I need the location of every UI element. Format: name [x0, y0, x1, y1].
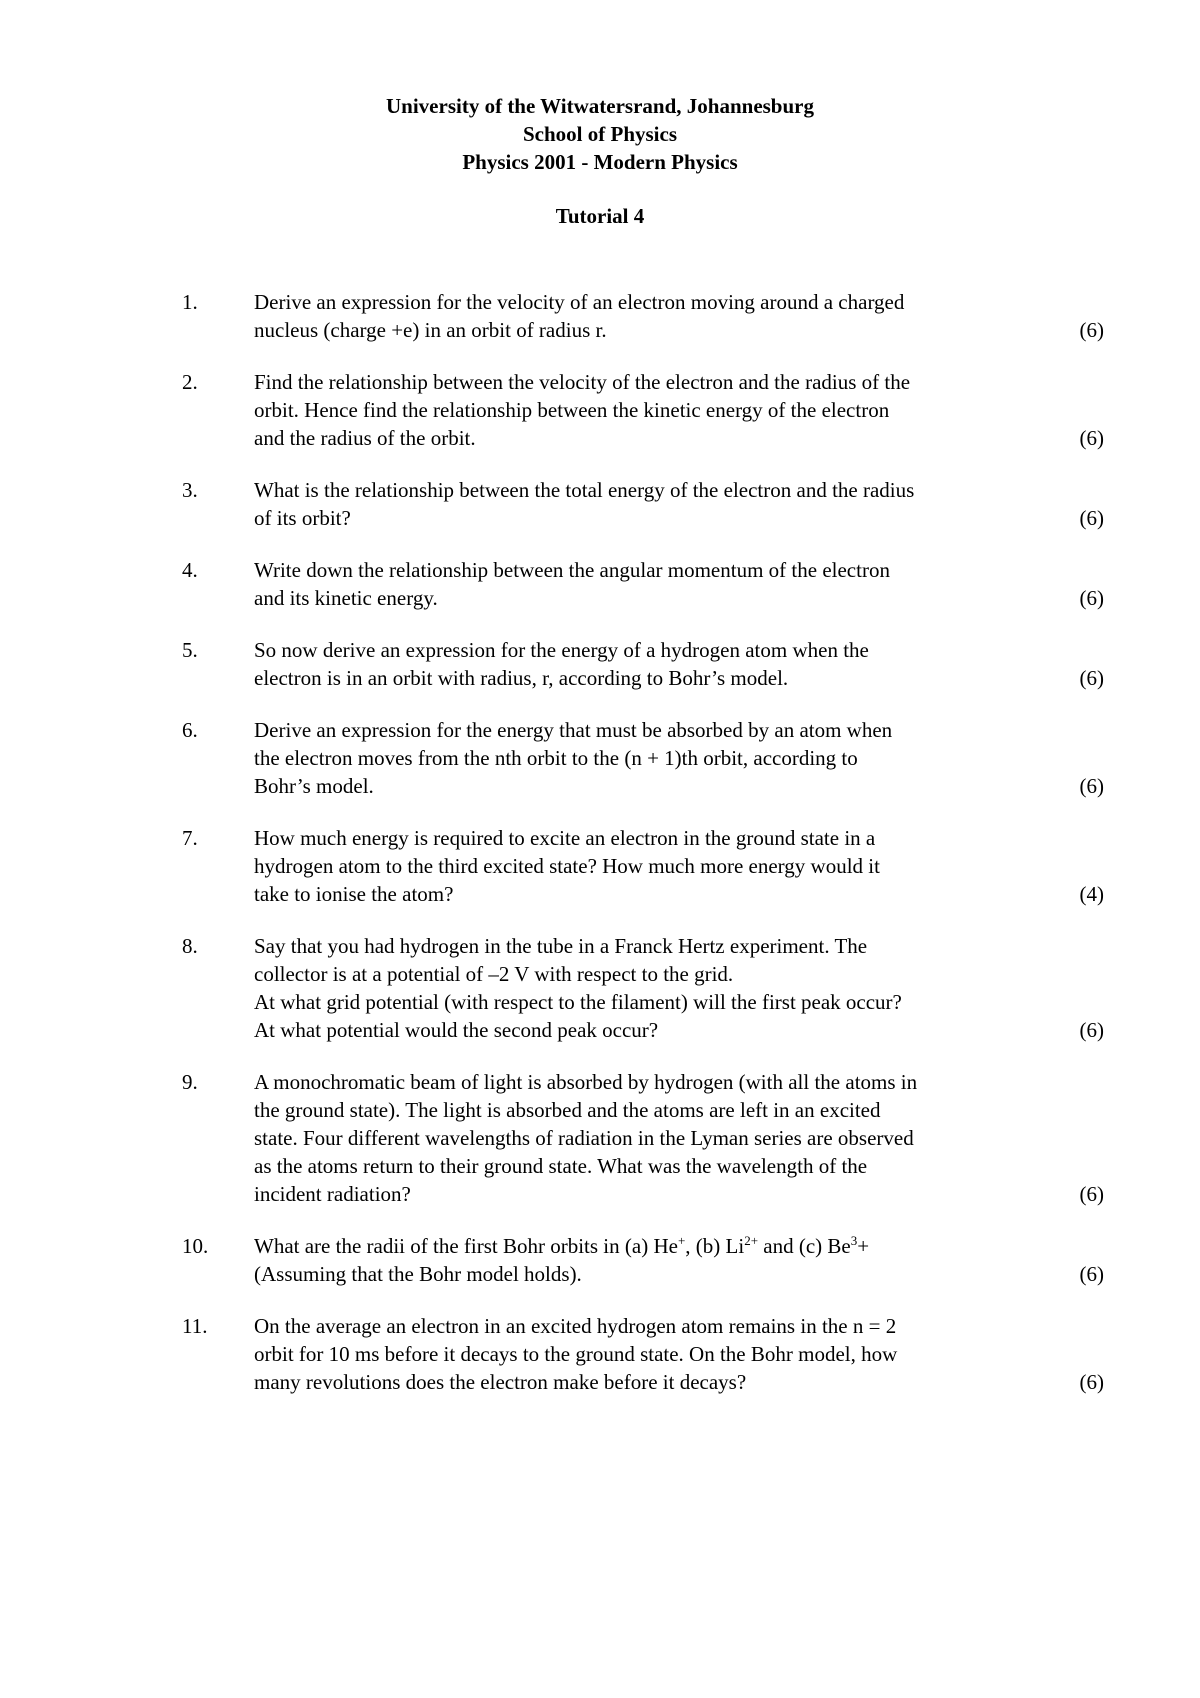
question-3 — [0, 476, 1200, 532]
question-line: Write down the relationship between the angular momentum of the electron — [254, 558, 890, 582]
question-text — [254, 556, 1034, 612]
question-text — [254, 1312, 1034, 1396]
question-number: 11. — [182, 1314, 208, 1338]
question-9 — [0, 1068, 1200, 1208]
be-charge-superscript: 3 — [850, 1233, 858, 1248]
question-line: and the radius of the orbit. — [254, 426, 476, 450]
question-line: On the average an electron in an excited hydrogen atom remains in the n = 2 — [254, 1314, 897, 1338]
question-line: and its kinetic energy. — [254, 586, 438, 610]
question-number: 5. — [182, 638, 198, 662]
q10-text-a: What are the radii of the first Bohr orbits in (a) He — [254, 1234, 678, 1258]
university-name: University of the Witwatersrand, Johannesburg — [386, 94, 814, 118]
question-line: orbit for 10 ms before it decays to the ground state. On the Bohr model, how — [254, 1342, 898, 1366]
question-line: state. Four different wavelengths of radiation in the Lyman series are observed — [254, 1126, 914, 1150]
question-number: 2. — [182, 370, 198, 394]
question-line: At what grid potential (with respect to the filament) will the first peak occur? — [254, 990, 902, 1014]
question-number: 6. — [182, 718, 198, 742]
question-line: Bohr’s model. — [254, 774, 374, 798]
question-text — [254, 476, 1034, 532]
course-title: Physics 2001 - Modern Physics — [462, 150, 738, 174]
q10-text-c: and (c) Be — [758, 1234, 851, 1258]
question-5 — [0, 636, 1200, 692]
question-6 — [0, 716, 1200, 800]
question-number: 8. — [182, 934, 198, 958]
question-number: 1. — [182, 290, 198, 314]
question-line: the ground state). The light is absorbed and the atoms are left in an excited — [254, 1098, 881, 1122]
question-11 — [0, 1312, 1200, 1396]
question-marks: (6) — [1079, 1182, 1104, 1206]
question-marks: (6) — [1079, 1018, 1104, 1042]
question-text — [254, 1068, 1034, 1208]
question-number: 10. — [182, 1234, 209, 1258]
question-line: So now derive an expression for the energy of a hydrogen atom when the — [254, 638, 869, 662]
question-line: At what potential would the second peak occur? — [254, 1018, 659, 1042]
question-line: the electron moves from the nth orbit to the (n + 1)th orbit, according to — [254, 746, 858, 770]
question-marks: (6) — [1079, 1370, 1104, 1394]
question-marks: (4) — [1079, 882, 1104, 906]
question-text — [254, 636, 1034, 692]
question-marks: (6) — [1079, 1262, 1104, 1286]
document-header — [0, 92, 1200, 230]
question-8 — [0, 932, 1200, 1044]
question-line: hydrogen atom to the third excited state? How much more energy would it — [254, 854, 880, 878]
question-line: Say that you had hydrogen in the tube in a Franck Hertz experiment. The — [254, 934, 868, 958]
question-10 — [0, 1232, 1200, 1288]
question-marks: (6) — [1079, 426, 1104, 450]
question-line: many revolutions does the electron make before it decays? — [254, 1370, 747, 1394]
question-marks: (6) — [1079, 586, 1104, 610]
question-text — [254, 716, 1034, 800]
question-4 — [0, 556, 1200, 612]
question-marks: (6) — [1079, 506, 1104, 530]
question-number: 7. — [182, 826, 198, 850]
question-1 — [0, 288, 1200, 344]
question-line: as the atoms return to their ground state. What was the wavelength of the — [254, 1154, 868, 1178]
question-number: 3. — [182, 478, 198, 502]
he-charge-superscript: + — [677, 1233, 686, 1248]
question-line: orbit. Hence find the relationship between the kinetic energy of the electron — [254, 398, 890, 422]
question-text — [254, 1232, 1034, 1288]
question-line — [254, 1232, 1034, 1260]
tutorial-title: Tutorial 4 — [555, 204, 645, 228]
question-line: of its orbit? — [254, 506, 351, 530]
question-line: Derive an expression for the energy that must be absorbed by an atom when — [254, 718, 893, 742]
question-2 — [0, 368, 1200, 452]
q10-text-b: , (b) Li — [685, 1234, 745, 1258]
school-name: School of Physics — [522, 122, 677, 146]
question-line: collector is at a potential of –2 V with respect to the grid. — [254, 962, 734, 986]
question-line: incident radiation? — [254, 1182, 411, 1206]
question-text — [254, 288, 1034, 344]
question-line: How much energy is required to excite an electron in the ground state in a — [254, 826, 876, 850]
q10-text-d: + — [857, 1234, 870, 1258]
question-line: take to ionise the atom? — [254, 882, 454, 906]
question-line: Derive an expression for the velocity of an electron moving around a charged — [254, 290, 905, 314]
question-text — [254, 824, 1034, 908]
question-number: 4. — [182, 558, 198, 582]
question-line: (Assuming that the Bohr model holds). — [254, 1262, 582, 1286]
question-text — [254, 932, 1034, 1044]
question-marks: (6) — [1079, 774, 1104, 798]
question-line: electron is in an orbit with radius, r, according to Bohr’s model. — [254, 666, 789, 690]
question-line: Find the relationship between the velocity of the electron and the radius of the — [254, 370, 911, 394]
li-charge-superscript: 2+ — [744, 1233, 759, 1248]
question-text — [254, 368, 1034, 452]
question-marks: (6) — [1079, 666, 1104, 690]
question-line: What is the relationship between the total energy of the electron and the radius — [254, 478, 915, 502]
question-list — [0, 288, 1200, 1420]
question-marks: (6) — [1079, 318, 1104, 342]
question-7 — [0, 824, 1200, 908]
question-line: nucleus (charge +e) in an orbit of radius r. — [254, 318, 607, 342]
question-number: 9. — [182, 1070, 198, 1094]
question-line: A monochromatic beam of light is absorbed by hydrogen (with all the atoms in — [254, 1070, 918, 1094]
